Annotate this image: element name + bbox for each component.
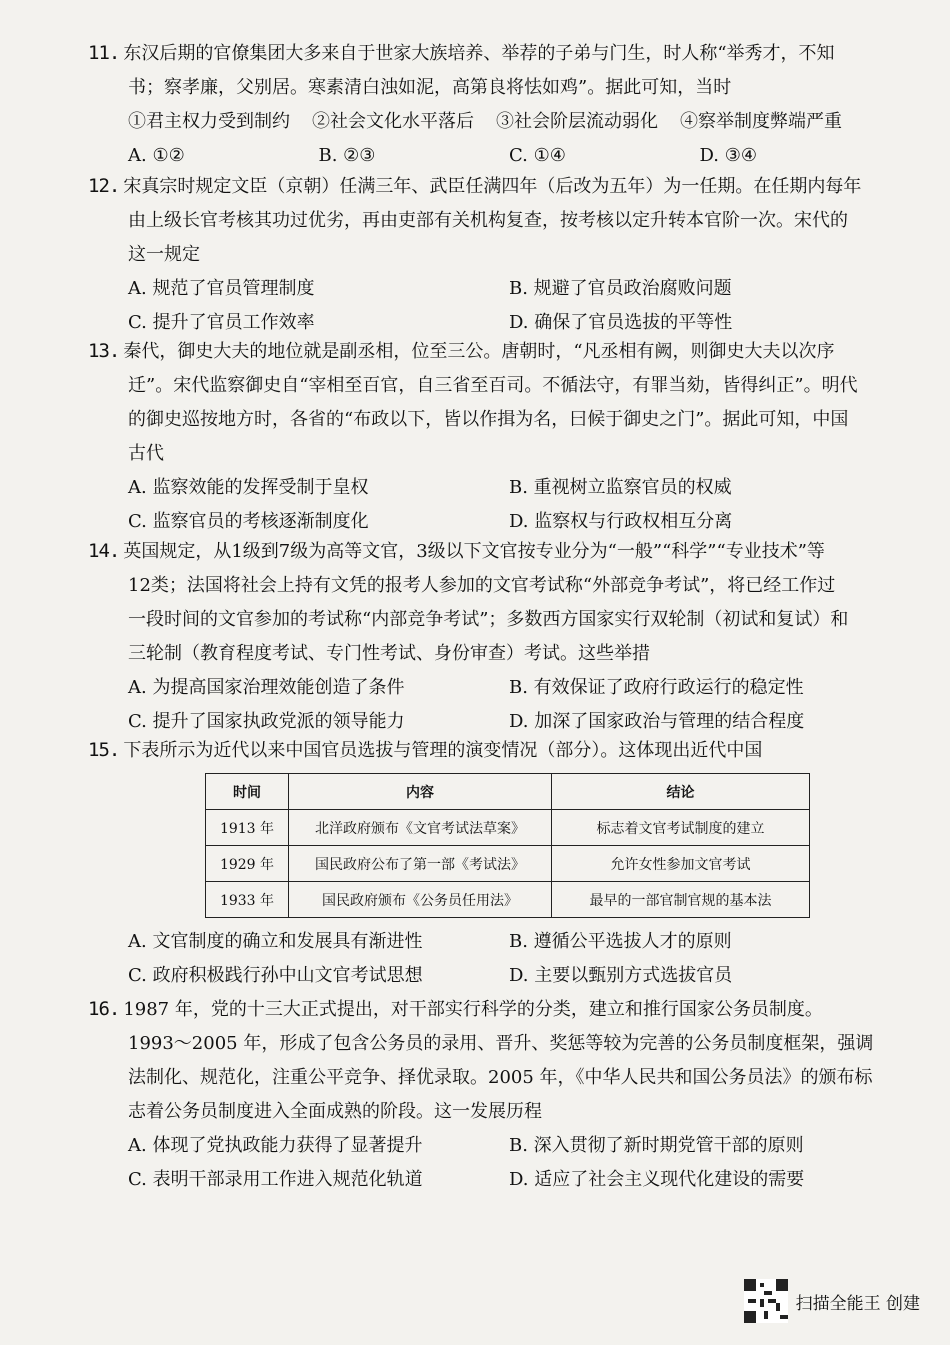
stem-line: 1987 年，党的十三大正式提出，对干部实行科学的分类，建立和推行国家公务员制度。 — [123, 999, 823, 1020]
question-number: 13. — [88, 340, 120, 362]
option-d: D. ③④ — [699, 145, 758, 166]
table-cell: 标志着文官考试制度的建立 — [552, 810, 810, 846]
question-15-options — [90, 925, 890, 993]
table-header: 内容 — [289, 774, 552, 810]
stem-line: 古代 — [128, 443, 164, 464]
options — [90, 1163, 890, 1197]
option-c: C. 提升了官员工作效率 — [128, 312, 315, 333]
option-b: B. 规避了官员政治腐败问题 — [509, 278, 732, 299]
table-cell: 国民政府公布了第一部《考试法》 — [289, 846, 552, 882]
statement: ③社会阶层流动弱化 — [496, 111, 658, 132]
option-a: A. ①② — [128, 145, 185, 166]
question-13 — [90, 334, 890, 539]
stem-line: 1993～2005 年，形成了包含公务员的录用、晋升、奖惩等较为完善的公务员制度框架，强调 — [128, 1033, 874, 1054]
option-d: D. 监察权与行政权相互分离 — [509, 511, 733, 532]
question-number: 14. — [88, 540, 120, 562]
stem-line: 东汉后期的官僚集团大多来自于世家大族培养、举荐的子弟与门生，时人称“举秀才，不知 — [123, 43, 835, 64]
table-row — [206, 882, 810, 918]
table-cell: 允许女性参加文官考试 — [552, 846, 810, 882]
stem-line: 由上级长官考核其功过优劣，再由吏部有关机构复查，按考核以定升转本官阶一次。宋代的 — [128, 210, 848, 231]
question-number: 16. — [88, 998, 120, 1020]
stem-line: 的御史巡按地方时，各省的“布政以下，皆以作揖为名，曰候于御史之门”。据此可知，中国 — [128, 409, 849, 430]
option-c: C. 表明干部录用工作进入规范化轨道 — [128, 1169, 423, 1190]
table-cell: 最早的一部官制官规的基本法 — [552, 882, 810, 918]
option-a: A. 文官制度的确立和发展具有渐进性 — [128, 931, 423, 952]
option-c: C. ①④ — [509, 145, 566, 166]
statement: ④察举制度弊端严重 — [680, 111, 842, 132]
option-a: A. 体现了党执政能力获得了显著提升 — [128, 1135, 423, 1156]
table-cell: 北洋政府颁布《文官考试法草案》 — [289, 810, 552, 846]
question-number: 15. — [88, 739, 120, 761]
scanner-label: 扫描全能王 创建 — [795, 1293, 920, 1314]
table-cell: 1913 年 — [206, 810, 289, 846]
option-b: B. 有效保证了政府行政运行的稳定性 — [509, 677, 804, 698]
table-cell: 1929 年 — [206, 846, 289, 882]
stem-line: 志着公务员制度进入全面成熟的阶段。这一发展历程 — [128, 1101, 542, 1122]
option-d: D. 适应了社会主义现代化建设的需要 — [509, 1169, 805, 1190]
option-c: C. 提升了国家执政党派的领导能力 — [128, 711, 405, 732]
option-a: A. 监察效能的发挥受制于皇权 — [128, 477, 369, 498]
option-b: B. ②③ — [318, 145, 376, 166]
options — [90, 671, 890, 705]
table-header: 时间 — [206, 774, 289, 810]
statement: ①君主权力受到制约 — [128, 111, 290, 132]
question-12 — [90, 169, 890, 340]
options — [90, 471, 890, 505]
option-c: C. 监察官员的考核逐渐制度化 — [128, 511, 369, 532]
officials-table — [205, 773, 810, 918]
stem-line: 英国规定，从1级到7级为高等文官，3级以下文官按专业分为“一般”“科学”“专业技术”等 — [123, 541, 825, 562]
scanner-watermark — [744, 1279, 920, 1323]
option-d: D. 主要以甄别方式选拔官员 — [509, 965, 733, 986]
option-a: A. 为提高国家治理效能创造了条件 — [128, 677, 405, 698]
stem-line: 法制化、规范化，注重公平竞争、择优录取。2005 年，《中华人民共和国公务员法》的颁布标 — [128, 1067, 873, 1088]
options — [90, 139, 890, 173]
statement: ②社会文化水平落后 — [312, 111, 474, 132]
question-16 — [90, 992, 890, 1197]
stem-line: 一段时间的文官参加的考试称“内部竞争考试”；多数西方国家实行双轮制（初试和复试）和 — [128, 609, 849, 630]
stem-line: 宋真宗时规定文臣（京朝）任满三年、武臣任满四年（后改为五年）为一任期。在任期内每年 — [123, 176, 862, 197]
table-row — [206, 810, 810, 846]
option-c: C. 政府积极践行孙中山文官考试思想 — [128, 965, 423, 986]
option-b: B. 重视树立监察官员的权威 — [509, 477, 732, 498]
stem-line: 秦代，御史大夫的地位就是副丞相，位至三公。唐朝时，“凡丞相有阙，则御史大夫以次序 — [123, 341, 835, 362]
option-b: B. 遵循公平选拔人才的原则 — [509, 931, 732, 952]
table-row — [206, 846, 810, 882]
table-header: 结论 — [552, 774, 810, 810]
stem-line: 迁”。宋代监察御史自“宰相至百官，自三省至百司。不循法守，有罪当劾，皆得纠正”。明代 — [128, 375, 858, 396]
table-header-row — [206, 774, 810, 810]
stem-line: 书；察孝廉，父别居。寒素清白浊如泥，高第良将怯如鸡”。据此可知，当时 — [128, 77, 732, 98]
table-cell: 国民政府颁布《公务员任用法》 — [289, 882, 552, 918]
options — [90, 1129, 890, 1163]
options — [90, 925, 890, 959]
option-b: B. 深入贯彻了新时期党管干部的原则 — [509, 1135, 804, 1156]
stem-line: 三轮制（教育程度考试、专门性考试、身份审查）考试。这些举措 — [128, 643, 650, 664]
stem-line: 这一规定 — [128, 244, 200, 265]
question-number: 11. — [88, 42, 120, 64]
question-number: 12. — [88, 175, 120, 197]
statement-list — [90, 105, 890, 139]
options — [90, 959, 890, 993]
question-11 — [90, 36, 890, 173]
stem-line: 12类；法国将社会上持有文凭的报考人参加的文官考试称“外部竞争考试”，将已经工作过 — [128, 575, 836, 596]
option-d: D. 加深了国家政治与管理的结合程度 — [509, 711, 805, 732]
question-15 — [90, 733, 890, 768]
option-a: A. 规范了官员管理制度 — [128, 278, 315, 299]
option-d: D. 确保了官员选拔的平等性 — [509, 312, 733, 333]
qr-code-icon — [744, 1279, 788, 1323]
table-cell: 1933 年 — [206, 882, 289, 918]
stem-line: 下表所示为近代以来中国官员选拔与管理的演变情况（部分）。这体现出近代中国 — [123, 740, 763, 761]
options — [90, 272, 890, 306]
question-14 — [90, 534, 890, 739]
